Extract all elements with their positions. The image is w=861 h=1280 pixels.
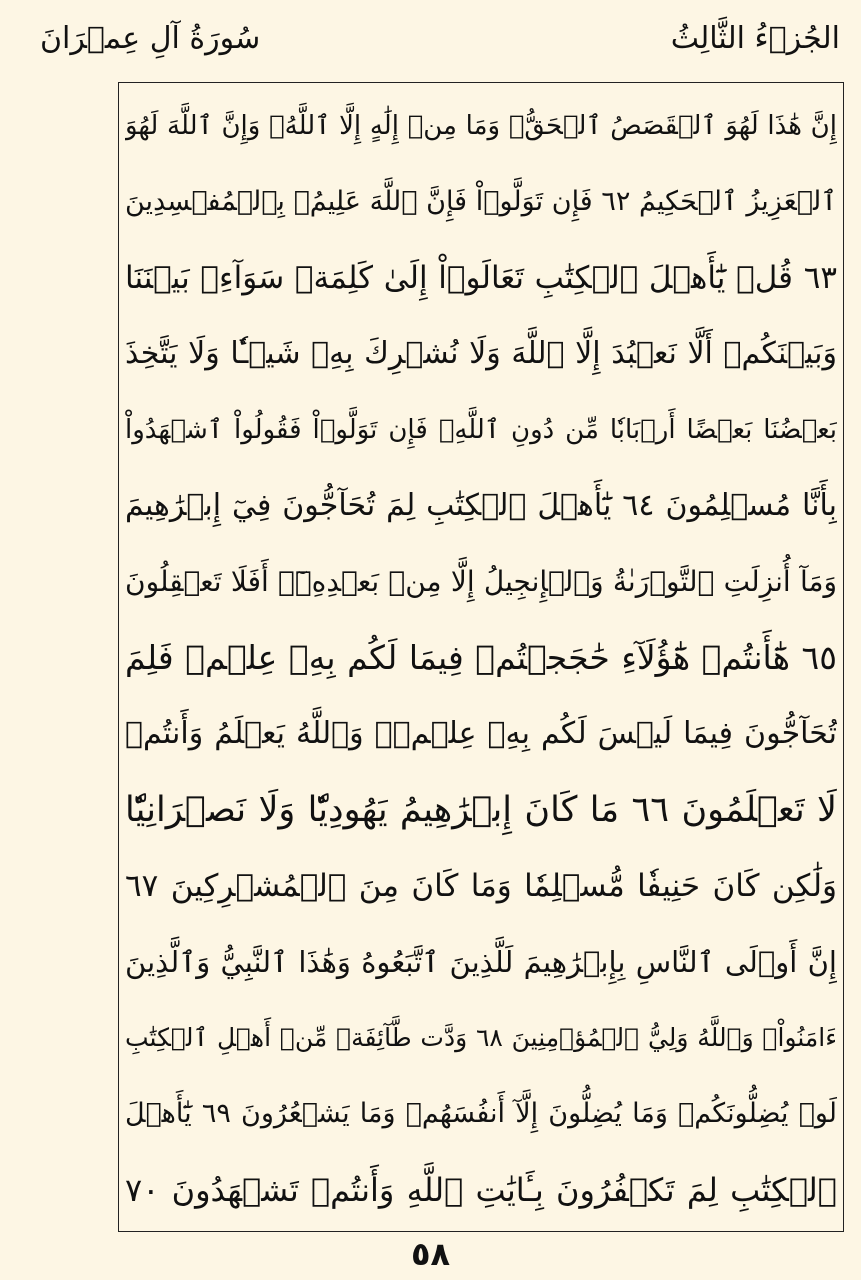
text-line-1: إِنَّ هَٰذَا لَهُوَ ٱلۡقَصَصُ ٱلۡحَقُّۚ وَمَا مِنۡ إِلَٰهٍ إِلَّا ٱللَّهُۚ وَإِنَّ ٱللَّهَ لَهُوَ <box>125 111 837 141</box>
text-line-4: وَبَيۡنَكُمۡ أَلَّا نَعۡبُدَ إِلَّا ٱللَّهَ وَلَا نُشۡرِكَ بِهِۦ شَيۡـٔٗا وَلَا يَتَّخِذَ <box>125 336 837 371</box>
text-line-6: بِأَنَّا مُسۡلِمُونَ ٦٤ يَٰٓأَهۡلَ ٱلۡكِتَٰبِ لِمَ تُحَآجُّونَ فِيٓ إِبۡرَٰهِيمَ <box>125 488 837 523</box>
page-number: ٥٨ <box>410 1235 451 1273</box>
text-line-7: وَمَآ أُنزِلَتِ ٱلتَّوۡرَىٰةُ وَٱلۡإِنجِيلُ إِلَّا مِنۢ بَعۡدِهِۦٓۚ أَفَلَا تَعۡقِلُونَ <box>125 565 837 598</box>
text-line-13: ءَامَنُواْۗ وَٱللَّهُ وَلِيُّ ٱلۡمُؤۡمِنِينَ ٦٨ وَدَّت طَّآئِفَةٞ مِّنۡ أَهۡلِ ٱلۡكِتَٰبِ <box>125 1023 837 1052</box>
text-line-15: ٱلۡكِتَٰبِ لِمَ تَكۡفُرُونَ بِـَٔايَٰتِ ٱللَّهِ وَأَنتُمۡ تَشۡهَدُونَ ٧٠ <box>125 1171 837 1209</box>
surah-title: سُورَةُ آلِ عِمۡرَانَ <box>40 21 261 56</box>
text-line-9: تُحَآجُّونَ فِيمَا لَيۡسَ لَكُم بِهِۦ عِلۡمٞۚ وَٱللَّهُ يَعۡلَمُ وَأَنتُمۡ <box>125 716 837 751</box>
text-line-5: بَعۡضُنَا بَعۡضًا أَرۡبَابٗا مِّن دُونِ ٱللَّهِۚ فَإِن تَوَلَّوۡاْ فَقُولُواْ ٱشۡهَدُواْ <box>125 415 837 445</box>
text-line-3: ٦٣ قُلۡ يَٰٓأَهۡلَ ٱلۡكِتَٰبِ تَعَالَوۡاْ إِلَىٰ كَلِمَةٖ سَوَآءِۭ بَيۡنَنَا <box>125 260 837 296</box>
verse-text-block <box>125 88 837 1228</box>
text-line-11: وَلَٰكِن كَانَ حَنِيفٗا مُّسۡلِمٗا وَمَا كَانَ مِنَ ٱلۡمُشۡرِكِينَ ٦٧ <box>125 868 837 904</box>
text-line-12: إِنَّ أَوۡلَى ٱلنَّاسِ بِإِبۡرَٰهِيمَ لَلَّذِينَ ٱتَّبَعُوهُ وَهَٰذَا ٱلنَّبِيُّ وَٱلَّذِينَ <box>125 945 837 979</box>
page-header <box>40 14 840 64</box>
text-line-8: ٦٥ هَٰٓأَنتُمۡ هَٰٓؤُلَآءِ حَٰجَجۡتُمۡ فِيمَا لَكُم بِهِۦ عِلۡمٞ فَلِمَ <box>125 638 837 677</box>
text-line-14: لَوۡ يُضِلُّونَكُمۡ وَمَا يُضِلُّونَ إِلَّآ أَنفُسَهُمۡ وَمَا يَشۡعُرُونَ ٦٩ يَٰٓأَهۡلَ <box>125 1098 837 1129</box>
juz-title: الجُزۡءُ الثَّالِثُ <box>670 21 840 56</box>
text-line-10: لَا تَعۡلَمُونَ ٦٦ مَا كَانَ إِبۡرَٰهِيمُ يَهُودِيّٗا وَلَا نَصۡرَانِيّٗا <box>125 790 837 830</box>
text-line-2: ٱلۡعَزِيزُ ٱلۡحَكِيمُ ٦٢ فَإِن تَوَلَّوۡاْ فَإِنَّ ٱللَّهَ عَلِيمُۢ بِٱلۡمُفۡسِدِينَ <box>125 186 837 217</box>
